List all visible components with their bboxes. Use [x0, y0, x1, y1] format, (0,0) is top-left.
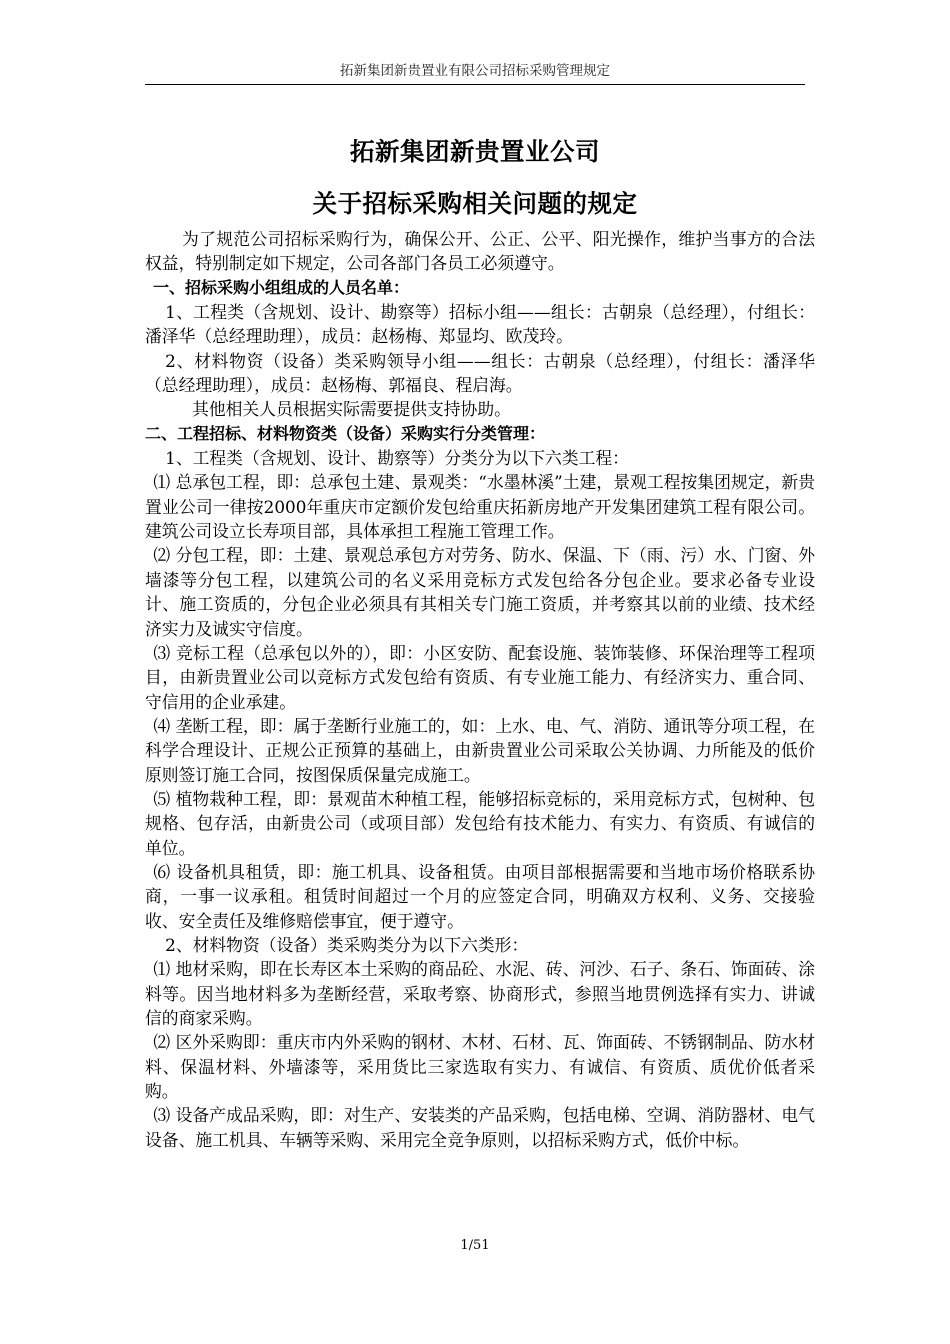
list-item: ⑶ 设备产成品采购，即：对生产、安装类的产品采购，包括电梯、空调、消防器材、电气设备、施工机具、车辆等采购、采用完全竞争原则，以招标采购方式，低价中标。 — [145, 1105, 815, 1150]
section-heading-2: 二、工程招标、材料物资类（设备）采购实行分类管理： — [145, 423, 546, 443]
list-item: 2、材料物资（设备）类采购领导小组——组长：古朝泉（总经理），付组长：潘泽华（总经理助理），成员：赵杨梅、郭福良、程启海。 — [145, 350, 815, 396]
list-item: ⑷ 垄断工程，即：属于垄断行业施工的，如：上水、电、气、消防、通讯等分项工程，在科学合理设计、正规公正预算的基础上，由新贵置业公司采取公关协调、力所能及的低价原则签订施工合同，按图保质保量完成施工。 — [145, 715, 815, 785]
page-number: 1/51 — [460, 1238, 490, 1253]
list-item: ⑹ 设备机具租赁，即：施工机具、设备租赁。由项目部根据需要和当地市场价格联系协商，一事一议承租。租赁时间超过一个月的应签定合同，明确双方权利、义务、交接验收、安全责任及维修赔偿事宜，便于遵守。 — [145, 861, 815, 931]
intro-paragraph: 为了规范公司招标采购行为，确保公开、公正、公平、阳光操作，维护当事方的合法权益，特别制定如下规定，公司各部门各员工必须遵守。 — [145, 229, 815, 274]
list-item: ⑶ 竞标工程（总承包以外的），即：小区安防、配套设施、装饰装修、环保治理等工程项目，由新贵置业公司以竞标方式发包给有资质、有专业施工能力、有经济实力、重合同、守信用的企业承建。 — [145, 642, 815, 712]
list-item: 2、材料物资（设备）类采购类分为以下六类形： — [165, 934, 529, 955]
list-item: ⑵ 区外采购即：重庆市内外采购的钢材、木材、石材、瓦、饰面砖、不锈钢制品、防水材料、保温材料、外墙漆等，采用货比三家选取有实力、有诚信、有资质、质优价低者采购。 — [145, 1032, 815, 1102]
document-subtitle: 关于招标采购相关问题的规定 — [312, 189, 638, 218]
list-item: ⑸ 植物栽种工程，即：景观苗木种植工程，能够招标竞标的，采用竞标方式，包树种、包规格、包存活，由新贵公司（或项目部）发包给有技术能力、有实力、有资质、有诚信的单位。 — [145, 788, 815, 858]
list-item: ⑴ 地材采购，即在长寿区本土采购的商品砼、水泥、砖、河沙、石子、条石、饰面砖、涂料等。因当地材料多为垄断经营，采取考察、协商形式，参照当地贯例选择有实力、讲诚信的商家采购。 — [145, 959, 815, 1028]
list-item: 1、工程类（含规划、设计、勘察等）分类分为以下六类工程： — [165, 448, 629, 469]
list-item: 1、工程类（含规划、设计、勘察等）招标小组——组长：古朝泉（总经理），付组长：潘泽华（总经理助理），成员：赵杨梅、郑显均、欧茂玲。 — [145, 302, 815, 347]
list-item: ⑵ 分包工程，即：土建、景观总承包方对劳务、防水、保温、下（雨、污）水、门窗、外墙漆等分包工程，以建筑公司的名义采用竞标方式发包给各分包企业。要求必备专业设计、施工资质的，分包企业必须具有其相关专门施工资质，并考察其以前的业绩、技术经济实力及诚实守信度。 — [145, 545, 815, 639]
running-header: 拓新集团新贵置业有限公司招标采购管理规定 — [145, 60, 805, 85]
paragraph: 其他相关人员根据实际需要提供支持协助。 — [192, 399, 511, 420]
document-title: 拓新集团新贵置业公司 — [350, 137, 600, 166]
list-item: ⑴ 总承包工程，即：总承包土建、景观类：“水墨林溪”土建，景观工程按集团规定，新贵置业公司一律按2000年重庆市定额价发包给重庆拓新房地产开发集团建筑工程有限公司。建筑公司设立长寿项目部，具体承担工程施工管理工作。 — [145, 472, 815, 542]
document-body — [145, 227, 815, 1152]
section-heading-1: 一、招标采购小组组成的人员名单： — [153, 277, 410, 297]
